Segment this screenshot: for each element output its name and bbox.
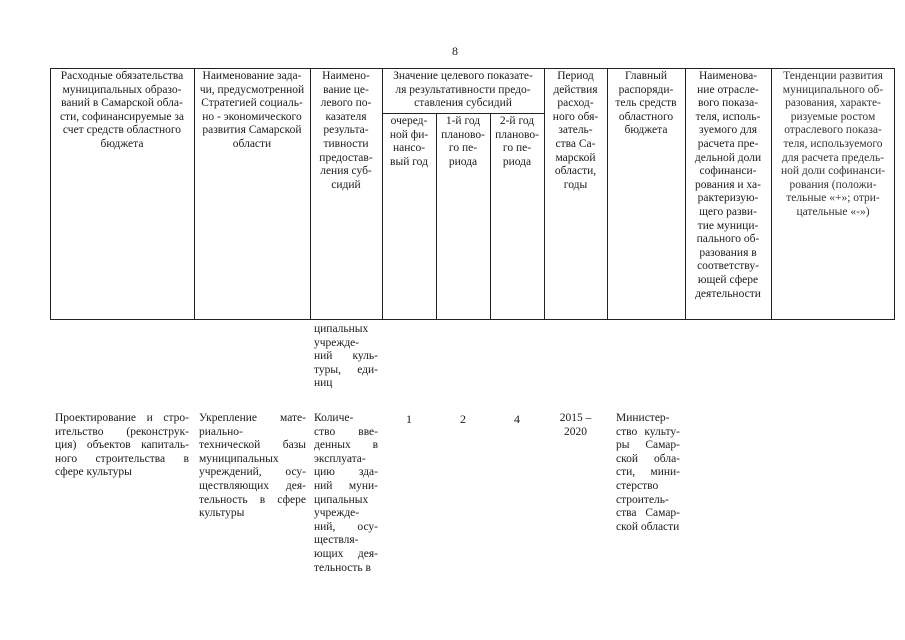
text-line: сфере культуры [55, 466, 132, 479]
text-line: щего разви- [699, 205, 757, 218]
row-value-year1: 2 [460, 412, 466, 426]
text-line: ципальных [314, 493, 369, 506]
text-line: сти, мини- [616, 466, 680, 479]
text-line: действия [553, 83, 598, 96]
text-line: тельные «+»; отри- [786, 192, 880, 205]
header-indicator [310, 70, 382, 192]
header-manager [607, 70, 685, 138]
group-divider [382, 113, 544, 114]
text-line: риода [448, 155, 478, 168]
text-line: ской области [616, 520, 680, 533]
text-line: рактеризую- [697, 192, 759, 205]
text-line: ной фи- [389, 128, 429, 141]
text-line: тель средств [615, 97, 677, 110]
text-line: ля результативности предо- [395, 83, 531, 96]
page-number: 8 [452, 44, 458, 58]
text-line: распоряди- [618, 83, 674, 96]
text-line: ство вве- [314, 425, 378, 438]
text-line: учрежде- [314, 507, 360, 520]
text-line: левого по- [320, 97, 372, 110]
text-line: ществляющих дея- [199, 479, 306, 492]
text-line: чи, предусмотренной [199, 83, 305, 96]
text-line: дельной доли [694, 151, 762, 164]
text-line: 2-й год [499, 115, 535, 127]
row-indicator [314, 412, 378, 575]
text-line: планово- [495, 128, 539, 141]
text-line: развития Самарской [202, 124, 302, 137]
header-period [544, 70, 607, 192]
text-line: областного [618, 110, 674, 123]
text-line: Период [557, 70, 594, 82]
text-line: расход- [557, 97, 594, 110]
text-line: вый год [390, 155, 428, 168]
text-line: Стратегией социаль- [201, 97, 303, 110]
text-line: ция) объектов капиталь- [55, 439, 189, 452]
text-line: ний муни- [314, 479, 378, 492]
text-line: муниципальных образо- [62, 83, 182, 96]
text-line: сти, софинансируемые за [59, 110, 185, 123]
text-line: ние отрасле- [697, 83, 759, 96]
row-value-year2: 4 [514, 412, 520, 426]
row-value-current: 1 [406, 412, 412, 426]
text-line: ство культу- [616, 425, 680, 438]
header-indicator-values [382, 70, 544, 111]
text-line: сидий [331, 178, 361, 191]
header-plan-year1 [436, 115, 490, 169]
text-line: строитель- [616, 493, 669, 506]
text-line: расчета пре- [697, 137, 759, 150]
text-line: вого показа- [697, 97, 759, 110]
text-line: разования, характе- [785, 97, 881, 110]
text-line: Наименование зада- [202, 70, 302, 82]
header-obligations [50, 70, 194, 152]
text-line: рования и ха- [695, 178, 761, 191]
text-line: пального об- [696, 233, 760, 246]
text-line: ризуемые ростом [790, 110, 876, 123]
text-line: 2020 [564, 425, 587, 438]
text-line: го пе- [502, 142, 532, 155]
text-line: результа- [323, 124, 369, 137]
text-line: ставления субсидий [414, 97, 512, 110]
text-line: области [232, 137, 272, 150]
text-line: годы [563, 178, 588, 191]
text-line: эксплуата- [314, 452, 366, 465]
continuation-text [314, 323, 378, 391]
header-trends [771, 70, 895, 220]
text-line: 2015 – [559, 412, 592, 424]
header-sector-indicator [685, 70, 771, 301]
text-line: бюджета [100, 137, 144, 150]
text-line: Расходные обязательства [60, 70, 184, 82]
text-line: ры Самар- [616, 439, 680, 452]
text-line: Проектирование и стро- [55, 412, 189, 424]
text-line: но - экономического [202, 110, 302, 123]
text-line: софинанси- [699, 165, 757, 178]
text-line: цию зда- [314, 466, 378, 479]
text-line: ваний в Самарской обла- [61, 97, 183, 110]
text-line: Министер- [616, 412, 670, 424]
header-task [194, 70, 310, 152]
text-line: риально- [199, 425, 243, 438]
text-line: муниципального об- [782, 83, 884, 96]
text-line: марской [555, 151, 596, 164]
text-line: очеред- [390, 115, 428, 127]
text-line: ющей сфере [697, 273, 759, 286]
text-line: стерство [616, 479, 659, 492]
text-line: учреждений, осу- [199, 466, 306, 479]
text-line: теля, используемого [783, 137, 883, 150]
text-line: бюджета [624, 124, 668, 137]
text-line: тельность в [314, 561, 371, 574]
row-manager [616, 412, 680, 534]
text-line: риода [502, 155, 532, 168]
text-line: разования в [699, 246, 757, 259]
text-line: технической базы [199, 439, 306, 452]
text-line: нансо- [392, 142, 426, 155]
text-line: тие муници- [697, 219, 759, 232]
text-line: ской обла- [616, 452, 680, 465]
text-line: ной доли софинанси- [780, 165, 886, 178]
text-line: зуемого для [699, 124, 757, 137]
text-line: для расчета предель- [781, 151, 885, 164]
text-line: ства Са- [555, 137, 596, 150]
text-line: культуры [199, 507, 245, 520]
text-line: казателя [325, 110, 367, 123]
text-line: Тенденции развития [783, 70, 883, 82]
text-line: учрежде- [314, 336, 360, 349]
text-line: ний куль- [314, 350, 378, 363]
text-line: Укрепление мате- [199, 412, 306, 424]
header-current-year [382, 115, 436, 169]
text-line: счет средств областного [62, 124, 182, 137]
text-line: Главный [624, 70, 668, 82]
text-line: ний, осу- [314, 520, 378, 533]
text-line: затель- [558, 124, 593, 137]
text-line: туры, еди- [314, 363, 378, 376]
text-line: денных в [314, 439, 378, 452]
row-task [199, 412, 306, 521]
text-line: го пе- [448, 142, 478, 155]
text-line: 1-й год [445, 115, 481, 127]
text-line: Наимено- [322, 70, 370, 82]
text-line: ного обя- [552, 110, 599, 123]
text-line: теля, исполь- [695, 110, 761, 123]
text-line: соответству- [697, 260, 759, 273]
text-line: ющих дея- [314, 547, 378, 560]
text-line: Значение целевого показате- [393, 70, 533, 82]
text-line: цательные «-») [796, 205, 870, 218]
text-line: Наименова- [698, 70, 758, 82]
text-line: вание це- [323, 83, 369, 96]
text-line: ства Самар- [616, 507, 680, 520]
text-line: ществля- [314, 534, 359, 547]
text-line: ительство (реконструк- [55, 425, 189, 438]
text-line: тивности [323, 137, 369, 150]
text-line: ного строительства в [55, 452, 189, 465]
header-plan-year2 [490, 115, 544, 169]
text-line: Количе- [314, 412, 354, 424]
row-obligation [55, 412, 189, 480]
text-line: предостав- [319, 151, 373, 164]
text-line: ления суб- [320, 165, 372, 178]
row-period [544, 412, 607, 439]
text-line: области, [554, 165, 597, 178]
text-line: муниципальных [199, 452, 279, 465]
text-line: деятельности [695, 287, 761, 300]
text-line: рования (положи- [789, 178, 877, 191]
text-line: планово- [441, 128, 485, 141]
text-line: тельность в сфере [199, 493, 306, 506]
text-line: ниц [314, 377, 333, 390]
text-line: ципальных [314, 323, 369, 335]
text-line: отраслевого показа- [784, 124, 882, 137]
